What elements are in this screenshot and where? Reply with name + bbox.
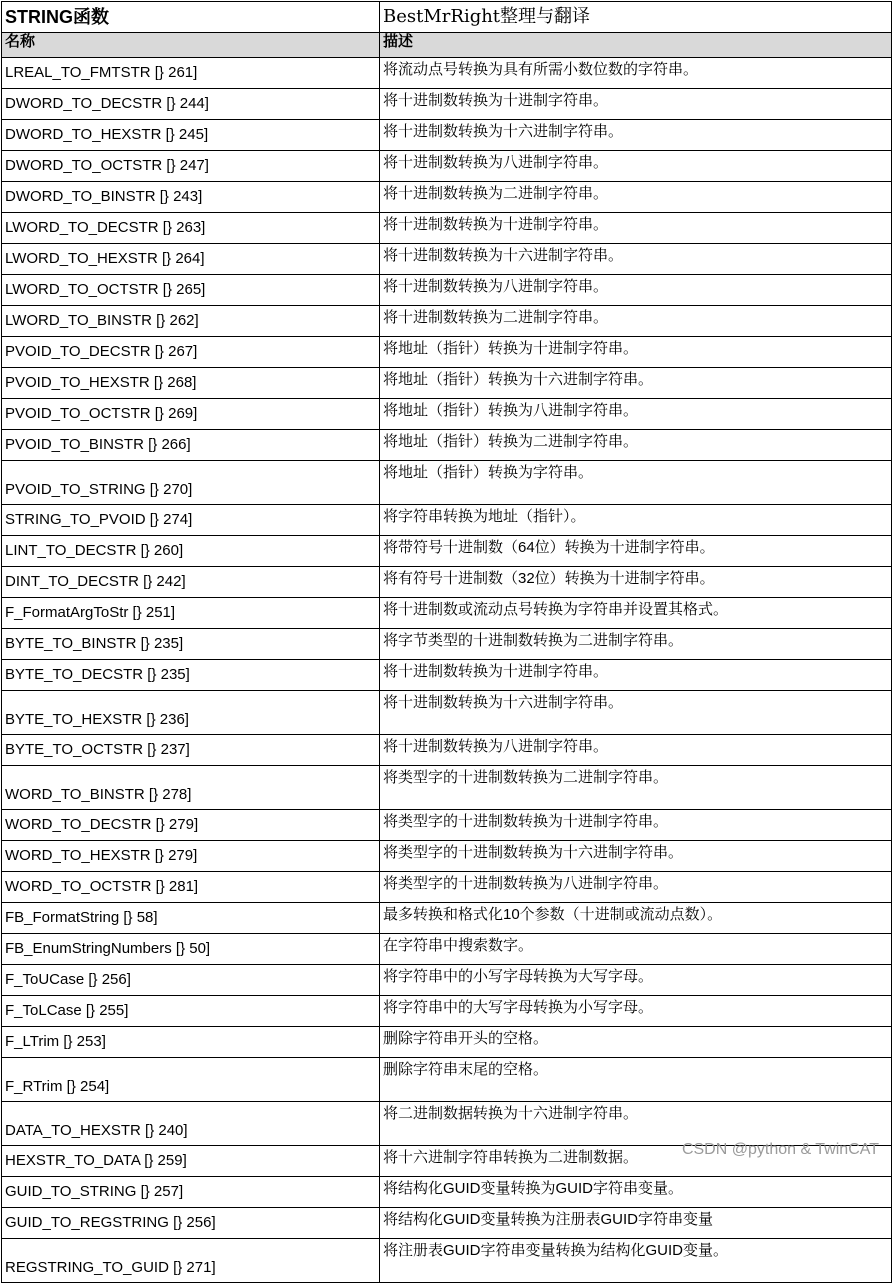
function-name-cell: LWORD_TO_BINSTR [} 262] — [2, 306, 380, 337]
table-row — [2, 691, 892, 735]
table-row — [2, 660, 892, 691]
function-name-cell: WORD_TO_HEXSTR [} 279] — [2, 841, 380, 872]
function-description-cell: 将十进制数转换为十进制字符串。 — [380, 89, 892, 120]
table-row — [2, 244, 892, 275]
function-name-cell: WORD_TO_OCTSTR [} 281] — [2, 872, 380, 903]
function-description-cell: 将十进制数或流动点号转换为字符串并设置其格式。 — [380, 598, 892, 629]
function-name-cell: LREAL_TO_FMTSTR [} 261] — [2, 58, 380, 89]
function-description-cell: 将地址（指针）转换为十进制字符串。 — [380, 337, 892, 368]
function-name-cell: LWORD_TO_DECSTR [} 263] — [2, 213, 380, 244]
watermark: CSDN @python & TwinCAT — [681, 1141, 879, 1158]
table-row — [2, 1239, 892, 1283]
function-name-cell: LWORD_TO_HEXSTR [} 264] — [2, 244, 380, 275]
function-description-cell: 将带符号十进制数（64位）转换为十进制字符串。 — [380, 536, 892, 567]
table-row — [2, 1102, 892, 1146]
function-name-cell: BYTE_TO_DECSTR [} 235] — [2, 660, 380, 691]
function-name-cell: F_ToLCase [} 255] — [2, 996, 380, 1027]
table-row — [2, 505, 892, 536]
function-name-cell: DWORD_TO_OCTSTR [} 247] — [2, 151, 380, 182]
table-row — [2, 934, 892, 965]
function-name-cell: REGSTRING_TO_GUID [} 271] — [2, 1239, 380, 1283]
function-description-cell: 将十六进制字符串转换为二进制数据。 — [380, 1146, 892, 1177]
column-header-description: 描述 — [380, 33, 892, 58]
table-row — [2, 213, 892, 244]
function-description-cell: 将地址（指针）转换为字符串。 — [380, 461, 892, 505]
function-description-cell: 将有符号十进制数（32位）转换为十进制字符串。 — [380, 567, 892, 598]
table-row — [2, 1208, 892, 1239]
table-row — [2, 629, 892, 660]
function-description-cell: 最多转换和格式化10个参数（十进制或流动点数）。 — [380, 903, 892, 934]
table-title-row — [2, 2, 892, 33]
function-description-cell: 将字符串中的小写字母转换为大写字母。 — [380, 965, 892, 996]
function-description-cell: 将注册表GUID字符串变量转换为结构化GUID变量。 — [380, 1239, 892, 1283]
table-row — [2, 766, 892, 810]
function-name-cell: DATA_TO_HEXSTR [} 240] — [2, 1102, 380, 1146]
table-row — [2, 536, 892, 567]
string-functions-table — [1, 1, 892, 1283]
table-row — [2, 872, 892, 903]
function-name-cell: PVOID_TO_DECSTR [} 267] — [2, 337, 380, 368]
function-name-cell: F_ToUCase [} 256] — [2, 965, 380, 996]
table-row — [2, 399, 892, 430]
function-description-cell: 将十进制数转换为十六进制字符串。 — [380, 691, 892, 735]
function-description-cell: 将类型字的十进制数转换为十进制字符串。 — [380, 810, 892, 841]
table-row — [2, 182, 892, 213]
function-name-cell: DINT_TO_DECSTR [} 242] — [2, 567, 380, 598]
function-description-cell: 将字节类型的十进制数转换为二进制字符串。 — [380, 629, 892, 660]
function-description-cell: 将地址（指针）转换为八进制字符串。 — [380, 399, 892, 430]
table-row — [2, 306, 892, 337]
table-row — [2, 598, 892, 629]
function-description-cell: 将流动点号转换为具有所需小数位数的字符串。 — [380, 58, 892, 89]
function-name-cell: DWORD_TO_HEXSTR [} 245] — [2, 120, 380, 151]
function-name-cell: F_FormatArgToStr [} 251] — [2, 598, 380, 629]
function-name-cell: LWORD_TO_OCTSTR [} 265] — [2, 275, 380, 306]
function-description-cell: 将二进制数据转换为十六进制字符串。 — [380, 1102, 892, 1146]
function-name-cell: GUID_TO_REGSTRING [} 256] — [2, 1208, 380, 1239]
function-description-cell: 将十进制数转换为八进制字符串。 — [380, 735, 892, 766]
function-description-cell: 删除字符串开头的空格。 — [380, 1027, 892, 1058]
table-row — [2, 810, 892, 841]
function-name-cell: FB_EnumStringNumbers [} 50] — [2, 934, 380, 965]
function-description-cell: 将类型字的十进制数转换为十六进制字符串。 — [380, 841, 892, 872]
function-description-cell: 将类型字的十进制数转换为二进制字符串。 — [380, 766, 892, 810]
table-row — [2, 735, 892, 766]
function-name-cell: HEXSTR_TO_DATA [} 259] — [2, 1146, 380, 1177]
function-name-cell: F_RTrim [} 254] — [2, 1058, 380, 1102]
table-row — [2, 430, 892, 461]
function-description-cell: 将十进制数转换为八进制字符串。 — [380, 275, 892, 306]
table-row — [2, 337, 892, 368]
table-header-row — [2, 33, 892, 58]
table-row — [2, 368, 892, 399]
function-description-cell: 将字符串转换为地址（指针）。 — [380, 505, 892, 536]
table-title: STRING函数 — [2, 2, 380, 33]
function-name-cell: BYTE_TO_BINSTR [} 235] — [2, 629, 380, 660]
function-name-cell: BYTE_TO_OCTSTR [} 237] — [2, 735, 380, 766]
function-name-cell: DWORD_TO_BINSTR [} 243] — [2, 182, 380, 213]
function-name-cell: PVOID_TO_HEXSTR [} 268] — [2, 368, 380, 399]
function-description-cell: 将十进制数转换为十六进制字符串。 — [380, 120, 892, 151]
column-header-name: 名称 — [2, 33, 380, 58]
function-name-cell: PVOID_TO_BINSTR [} 266] — [2, 430, 380, 461]
function-description-cell: 在字符串中搜索数字。 — [380, 934, 892, 965]
function-description-cell: 将类型字的十进制数转换为八进制字符串。 — [380, 872, 892, 903]
table-row — [2, 461, 892, 505]
function-name-cell: WORD_TO_BINSTR [} 278] — [2, 766, 380, 810]
function-name-cell: F_LTrim [} 253] — [2, 1027, 380, 1058]
function-description-cell: 将十进制数转换为八进制字符串。 — [380, 151, 892, 182]
table-row — [2, 841, 892, 872]
table-row — [2, 1177, 892, 1208]
function-name-cell: WORD_TO_DECSTR [} 279] — [2, 810, 380, 841]
function-description-cell: 将十进制数转换为十进制字符串。 — [380, 660, 892, 691]
function-description-cell: 将字符串中的大写字母转换为小写字母。 — [380, 996, 892, 1027]
function-name-cell: DWORD_TO_DECSTR [} 244] — [2, 89, 380, 120]
table-row — [2, 120, 892, 151]
function-description-cell: 将十进制数转换为十六进制字符串。 — [380, 244, 892, 275]
table-row — [2, 1058, 892, 1102]
table-row — [2, 275, 892, 306]
function-description-cell: 删除字符串末尾的空格。 — [380, 1058, 892, 1102]
function-name-cell: STRING_TO_PVOID [} 274] — [2, 505, 380, 536]
table-row — [2, 151, 892, 182]
function-description-cell: 将地址（指针）转换为二进制字符串。 — [380, 430, 892, 461]
table-row — [2, 567, 892, 598]
table-row — [2, 965, 892, 996]
translator-credit: BestMrRight整理与翻译 — [380, 2, 892, 33]
table-row — [2, 903, 892, 934]
function-name-cell: BYTE_TO_HEXSTR [} 236] — [2, 691, 380, 735]
function-name-cell: GUID_TO_STRING [} 257] — [2, 1177, 380, 1208]
table-row — [2, 89, 892, 120]
function-description-cell: 将结构化GUID变量转换为GUID字符串变量。 — [380, 1177, 892, 1208]
table-row — [2, 1027, 892, 1058]
table-row — [2, 58, 892, 89]
function-description-cell: 将十进制数转换为二进制字符串。 — [380, 306, 892, 337]
function-description-cell: 将地址（指针）转换为十六进制字符串。 — [380, 368, 892, 399]
function-description-cell: 将结构化GUID变量转换为注册表GUID字符串变量 — [380, 1208, 892, 1239]
function-description-cell: 将十进制数转换为十进制字符串。 — [380, 213, 892, 244]
table-row — [2, 996, 892, 1027]
function-description-cell: 将十进制数转换为二进制字符串。 — [380, 182, 892, 213]
function-name-cell: PVOID_TO_OCTSTR [} 269] — [2, 399, 380, 430]
function-name-cell: PVOID_TO_STRING [} 270] — [2, 461, 380, 505]
function-name-cell: FB_FormatString [} 58] — [2, 903, 380, 934]
function-name-cell: LINT_TO_DECSTR [} 260] — [2, 536, 380, 567]
